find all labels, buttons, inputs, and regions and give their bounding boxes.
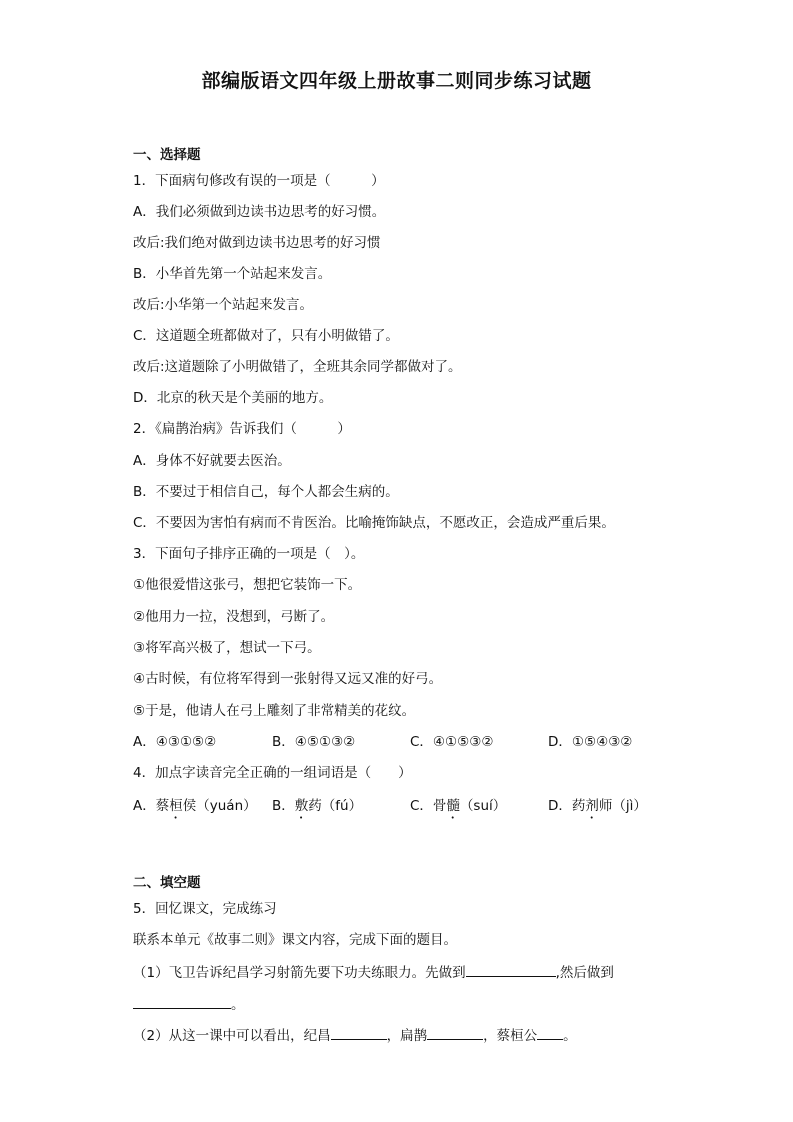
- q5-stem: 5．回忆课文，完成练习: [133, 901, 277, 917]
- q4-option-a-dotted-char: 桓: [169, 798, 183, 814]
- q4-stem: 4．加点字读音完全正确的一组词语是（ ）: [133, 765, 412, 781]
- q2-option-b: B．不要过于相信自己，每个人都会生病的。: [133, 484, 399, 500]
- q4-option-a-pre: A．蔡: [133, 798, 170, 814]
- page-title: 部编版语文四年级上册故事二则同步练习试题: [201, 70, 592, 92]
- q5-part2-text-c: ，蔡桓公: [483, 1028, 538, 1044]
- section-heading-fill: 二、填空题: [133, 875, 201, 891]
- q5-part2-blank-2[interactable]: [427, 1025, 483, 1040]
- q5-part1-text-b: ,然后做到: [555, 965, 614, 981]
- q3-sentence-5: ⑤于是，他请人在弓上雕刻了非常精美的花纹。: [133, 703, 416, 719]
- q4-option-d: [548, 797, 647, 822]
- q3-option-d: D．①⑤④③②: [548, 734, 633, 750]
- q5-part1-blank-1[interactable]: [466, 962, 556, 977]
- q2-option-a: A．身体不好就要去医治。: [133, 453, 291, 469]
- q5-part1-text-c: 。: [231, 997, 245, 1013]
- q1-option-c-fix: 改后:这道题除了小明做错了，全班其余同学都做对了。: [133, 359, 462, 375]
- q4-option-b-post: 药（fú）: [308, 798, 363, 814]
- q3-sentence-3: ③将军高兴极了，想试一下弓。: [133, 640, 321, 656]
- q3-sentence-4: ④古时候，有位将军得到一张射得又远又准的好弓。: [133, 671, 443, 687]
- q4-option-d-dotted-char: 剂: [585, 798, 599, 814]
- q3-option-b: B．④⑤①③②: [272, 734, 356, 750]
- q4-option-b: [272, 797, 362, 822]
- q3-sentence-1: ①他很爱惜这张弓，想把它装饰一下。: [133, 577, 362, 593]
- q4-option-c-post: （suí）: [459, 798, 507, 814]
- q4-option-c-pre: C．骨: [410, 798, 447, 814]
- q1-option-a: A．我们必须做到边读书边思考的好习惯。: [133, 204, 386, 220]
- q5-part1-text-a: （1）飞卫告诉纪昌学习射箭先要下功夫练眼力。先做到: [133, 965, 466, 981]
- q4-option-a: [133, 797, 257, 822]
- q2-stem: 2．《扁鹊治病》告诉我们（ ）: [133, 421, 351, 437]
- q5-part2-text-b: ，扁鹊: [386, 1028, 428, 1044]
- q4-option-a-post: 侯（yuán）: [182, 798, 257, 814]
- q3-sentence-2: ②他用力一拉，没想到，弓断了。: [133, 609, 335, 625]
- q5-part2-blank-1[interactable]: [331, 1025, 387, 1040]
- q4-option-b-pre: B．: [272, 798, 295, 814]
- q5-intro: 联系本单元《故事二则》课文内容，完成下面的题目。: [133, 932, 457, 948]
- q1-option-c: C．这道题全班都做对了，只有小明做错了。: [133, 328, 399, 344]
- q1-stem: 1．下面病句修改有误的一项是（ ）: [133, 173, 385, 189]
- q5-part1-line: [133, 962, 614, 982]
- q5-part2-text-d: 。: [563, 1028, 577, 1044]
- q4-option-c-dotted-char: 髓: [446, 798, 460, 814]
- q4-option-c: [410, 797, 506, 822]
- q1-option-b: B．小华首先第一个站起来发言。: [133, 266, 332, 282]
- q5-part2-line: [133, 1025, 577, 1045]
- q5-part2-blank-3[interactable]: [537, 1025, 563, 1040]
- q1-option-a-fix: 改后:我们绝对做到边读书边思考的好习惯: [133, 235, 381, 251]
- q1-option-d: D．北京的秋天是个美丽的地方。: [133, 390, 333, 406]
- q2-option-c: C．不要因为害怕有病而不肯医治。比喻掩饰缺点，不愿改正，会造成严重后果。: [133, 515, 615, 531]
- q5-part2-text-a: （2）从这一课中可以看出，纪昌: [133, 1028, 331, 1044]
- q1-option-b-fix: 改后:小华第一个站起来发言。: [133, 297, 314, 313]
- section-heading-choice: 一、选择题: [133, 147, 201, 163]
- q3-option-c: C．④①⑤③②: [410, 734, 494, 750]
- q4-option-d-pre: D．药: [548, 798, 586, 814]
- q4-option-d-post: 师（jì）: [598, 798, 647, 814]
- q3-stem: 3．下面句子排序正确的一项是（ ）。: [133, 546, 365, 562]
- q4-option-b-dotted-char: 敷: [294, 798, 309, 814]
- q5-part1-blank-2[interactable]: [133, 994, 231, 1009]
- q5-part1-line-2: [133, 994, 245, 1014]
- q3-option-a: A．④③①⑤②: [133, 734, 217, 750]
